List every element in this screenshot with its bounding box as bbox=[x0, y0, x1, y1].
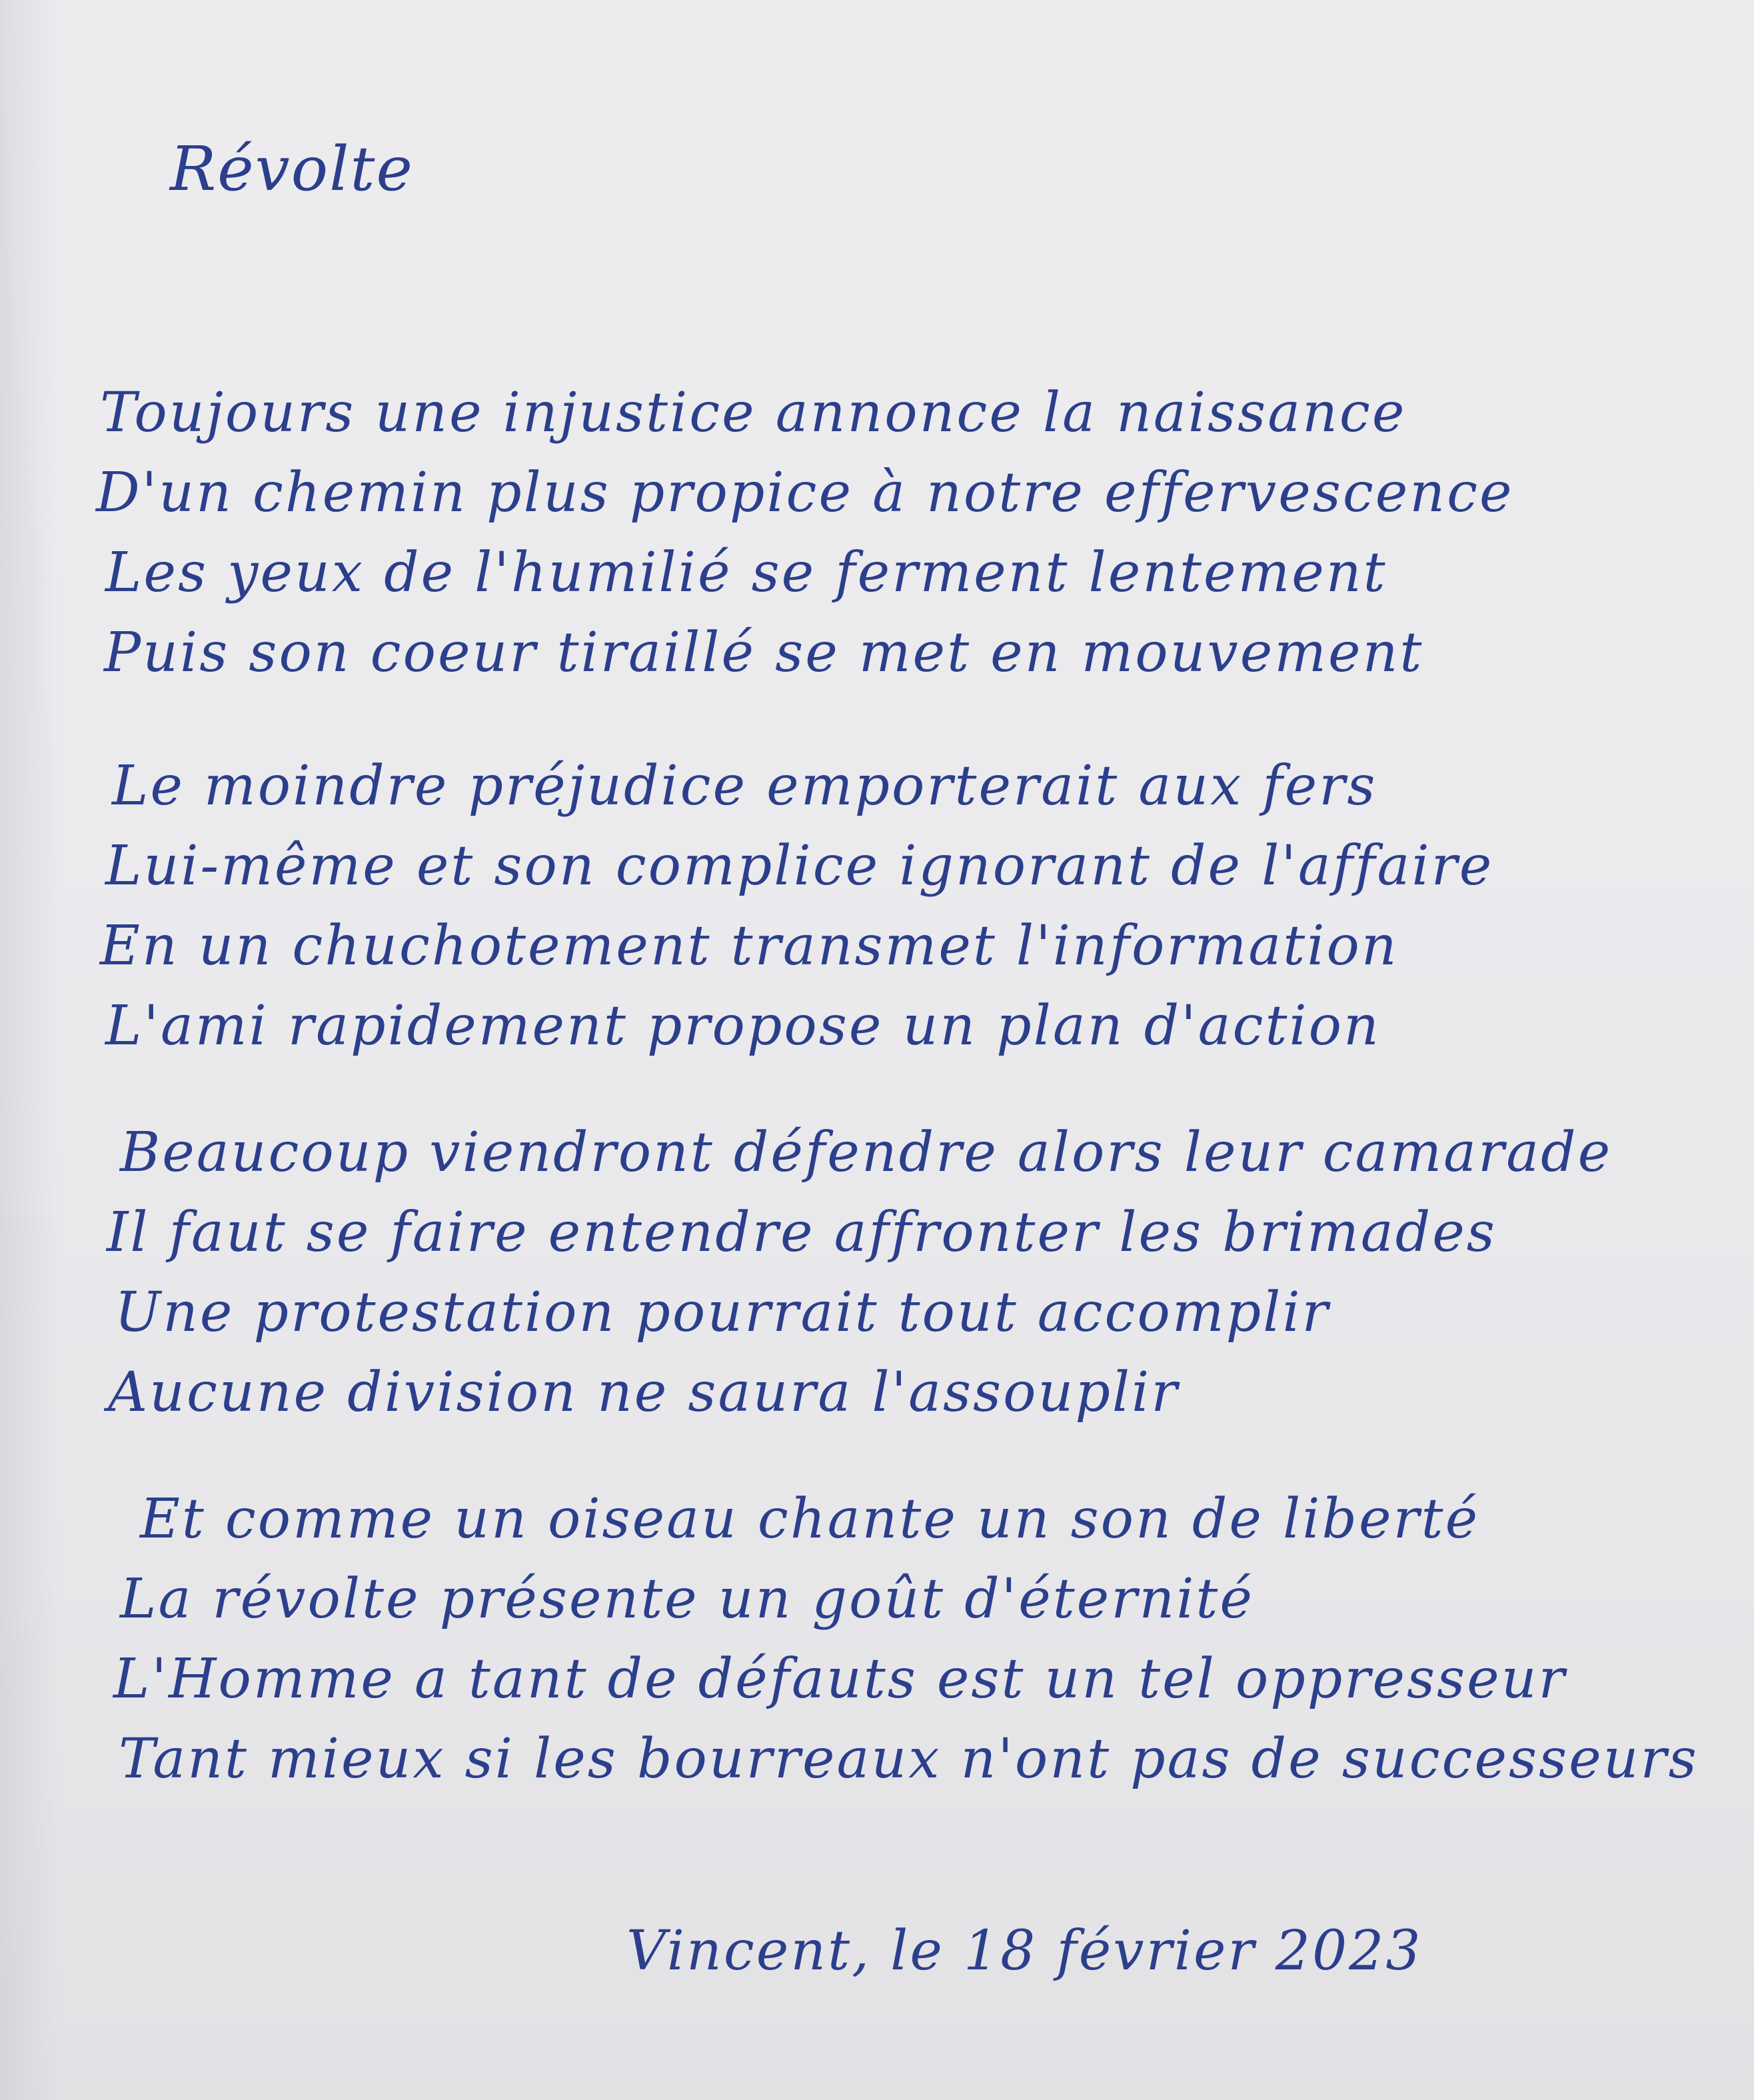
poem-line: Beaucoup viendront défendre alors leur camarade bbox=[120, 1121, 1613, 1184]
poem-line: L'Homme a tant de défauts est un tel oppresseur bbox=[113, 1647, 1567, 1711]
poem-line: Le moindre préjudice emporterait aux fers bbox=[112, 754, 1377, 818]
stanza-4 bbox=[100, 1480, 1699, 1799]
stanza-1 bbox=[96, 373, 1514, 693]
poem-line: D'un chemin plus propice à notre effervescence bbox=[96, 461, 1514, 525]
poem-line: Toujours une injustice annonce la naissance bbox=[100, 381, 1407, 445]
poem-line: Et comme un oiseau chante un son de liberté bbox=[140, 1488, 1480, 1551]
poem-line: Il faut se faire entendre affronter les brimades bbox=[107, 1201, 1497, 1264]
poem-line: En un chuchotement transmet l'information bbox=[100, 914, 1399, 978]
stanza-2 bbox=[100, 746, 1499, 1066]
poem-line: Les yeux de l'humilié se ferment lentement bbox=[105, 541, 1387, 604]
signature-date: Vincent, le 18 février 2023 bbox=[626, 1919, 1423, 1983]
poem-title: Révolte bbox=[170, 133, 414, 205]
poem-line: Lui-même et son complice ignorant de l'affaire bbox=[105, 834, 1494, 898]
poem-line: Aucune division ne saura l'assouplir bbox=[108, 1361, 1180, 1424]
poem-line: Puis son coeur tiraillé se met en mouvement bbox=[104, 621, 1424, 684]
poem-line: La révolte présente un goût d'éternité bbox=[120, 1568, 1254, 1631]
stanza-3 bbox=[100, 1113, 1613, 1433]
paper-shadow bbox=[0, 0, 60, 2100]
poem-line: L'ami rapidement propose un plan d'action bbox=[105, 994, 1381, 1058]
poem-line: Tant mieux si les bourreaux n'ont pas de successeurs bbox=[119, 1727, 1699, 1791]
poem-line: Une protestation pourrait tout accomplir bbox=[115, 1281, 1330, 1344]
